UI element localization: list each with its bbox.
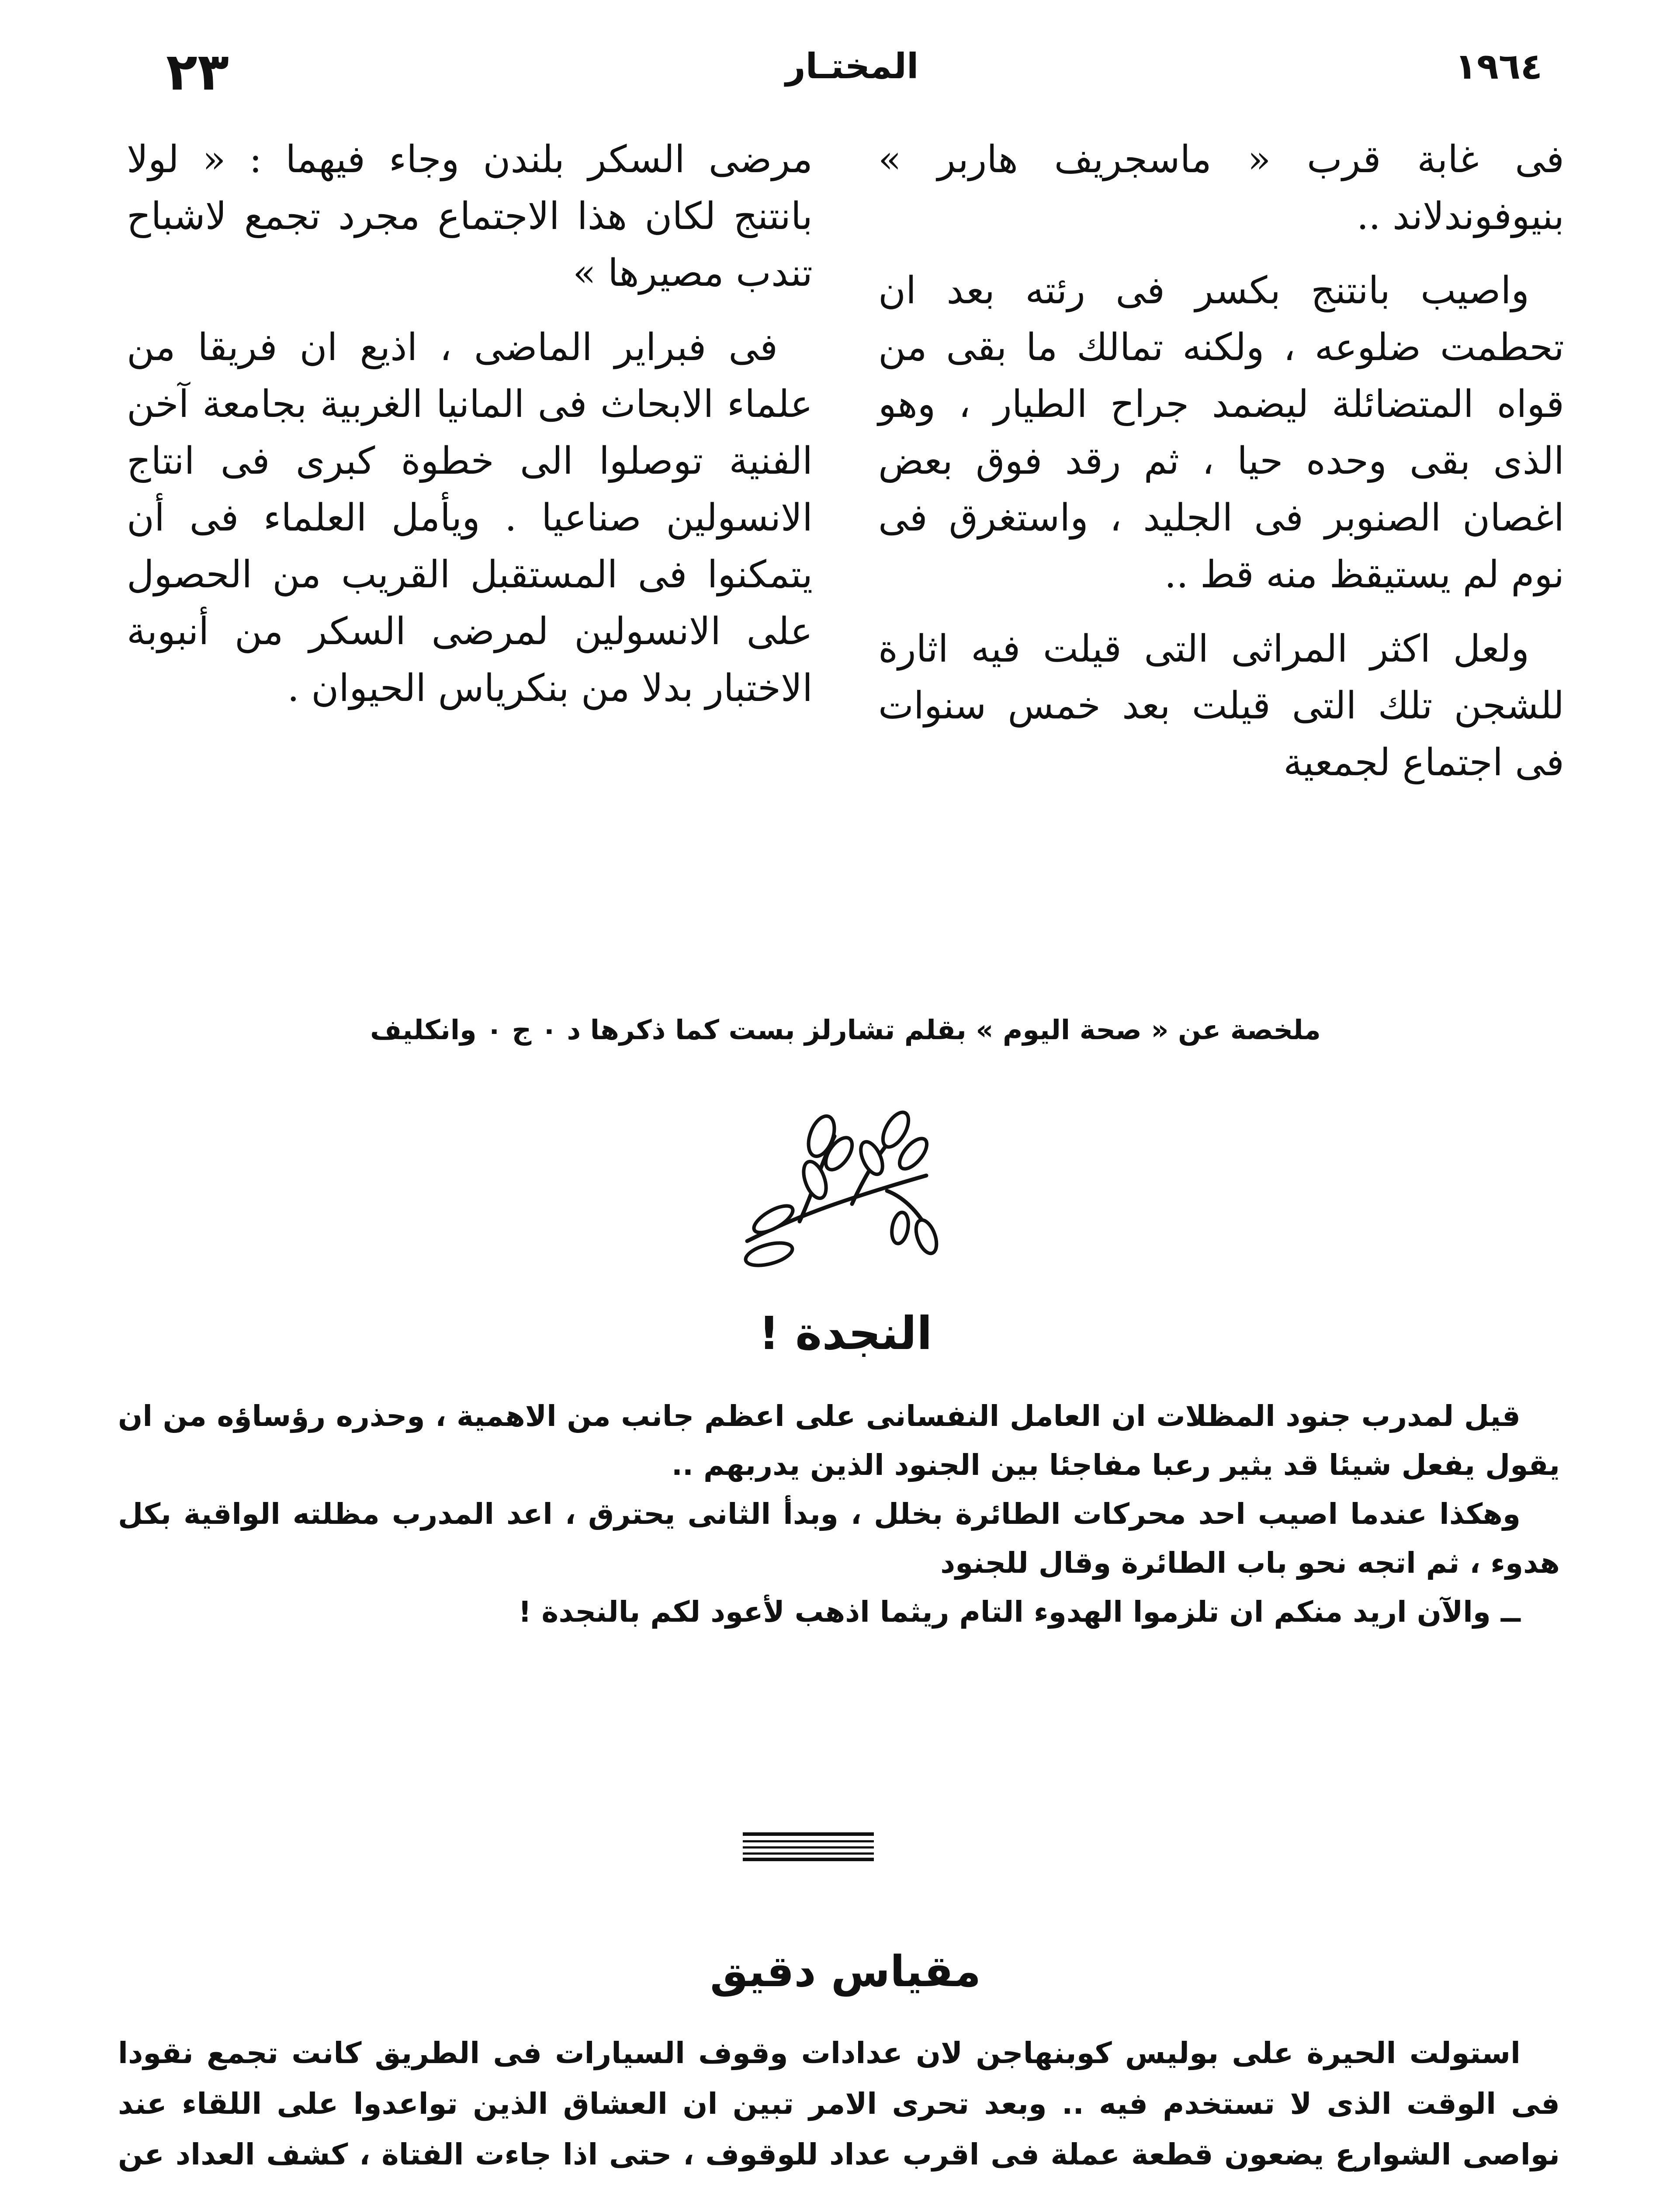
article-source-credit: ملخصة عن « صحة اليوم » بقلم تشارلز بست كما ذكرها د ٠ ج ٠ وانكليف xyxy=(370,1014,1321,1046)
article-columns xyxy=(127,131,1564,992)
story-paragraph: قيل لمدرب جنود المظلات ان العامل النفسانى على اعظم جانب من الاهمية ، وحذره رؤساؤه من ان يقول يفعل شيئا قد يثير رعبا مفاجئا بين الجنود الذين يدربهم .. xyxy=(118,1399,1560,1482)
right-column xyxy=(878,131,1564,791)
article-paragraph: فى فبراير الماضى ، اذيع ان فريقا من علماء الابحاث فى المانيا الغربية بجامعة آخن الفنية توصلوا الى خطوة كبرى فى انتاج الانسولين صناعيا . ويأمل العلماء فى أن يتمكنوا فى المستقبل القريب من الحصول على الانسولين لمرضى السكر من أنبوبة الاختبار بدلا من بنكرياس الحيوان . xyxy=(127,326,813,710)
story-title-rescue: النجدة ! xyxy=(759,1307,932,1360)
page-number: ٢٣ xyxy=(166,42,229,102)
story-title-meter: مقياس دقيق xyxy=(710,1947,981,1997)
running-header xyxy=(131,42,1560,107)
magazine-name: المختـار xyxy=(785,46,919,87)
issue-year: ١٩٦٤ xyxy=(1455,46,1542,87)
story-paragraph: وهكذا عندما اصيب احد محركات الطائرة بخلل ، وبدأ الثانى يحترق ، اعد المدرب مظلته الواقية بكل هدوء ، ثم اتجه نحو باب الطائرة وقال للجنود xyxy=(118,1497,1560,1580)
olive-branch-icon xyxy=(721,1110,948,1276)
article-paragraph: مرضى السكر بلندن وجاء فيهما : « لولا بانتنج لكان هذا الاجتماع مجرد تجمع لاشباح تندب مصيرها » xyxy=(127,138,813,295)
rule-separator-icon xyxy=(743,1829,874,1864)
article-paragraph: فى غابة قرب « ماسجريف هاربر » بنيوفوندلاند .. xyxy=(878,138,1564,238)
article-paragraph: ولعل اكثر المراثى التى قيلت فيه اثارة للشجن تلك التى قيلت بعد خمس سنوات فى اجتماع لجمعية xyxy=(878,627,1564,784)
story-paragraph: استولت الحيرة على بوليس كوبنهاجن لان عدادات وقوف السيارات فى الطريق كانت تجمع نقودا فى الوقت الذى لا تستخدم فيه .. وبعد تحرى الامر تبين ان العشاق الذين تواعدوا على اللقاء عند نواصى الشوارع يضعون قطعة عملة فى اقرب عداد للوقوف ، حتى اذا جاءت الفتاة ، كشف العداد عن xyxy=(118,2036,1560,2171)
story-body-meter xyxy=(118,2028,1560,2185)
article-paragraph: واصيب بانتنج بكسر فى رئته بعد ان تحطمت ضلوعه ، ولكنه تمالك ما بقى من قواه المتضائلة ليضمد جراح الطيار ، وهو الذى بقى وحده حيا ، ثم رقد فوق بعض اغصان الصنوبر فى الجليد ، واستغرق فى نوم لم يستيقظ منه قط .. xyxy=(878,269,1564,597)
left-column xyxy=(127,131,813,717)
story-body-rescue xyxy=(118,1392,1560,1637)
story-paragraph: ــ والآن اريد منكم ان تلزموا الهدوء التام ريثما اذهب لأعود لكم بالنجدة ! xyxy=(518,1595,1521,1629)
